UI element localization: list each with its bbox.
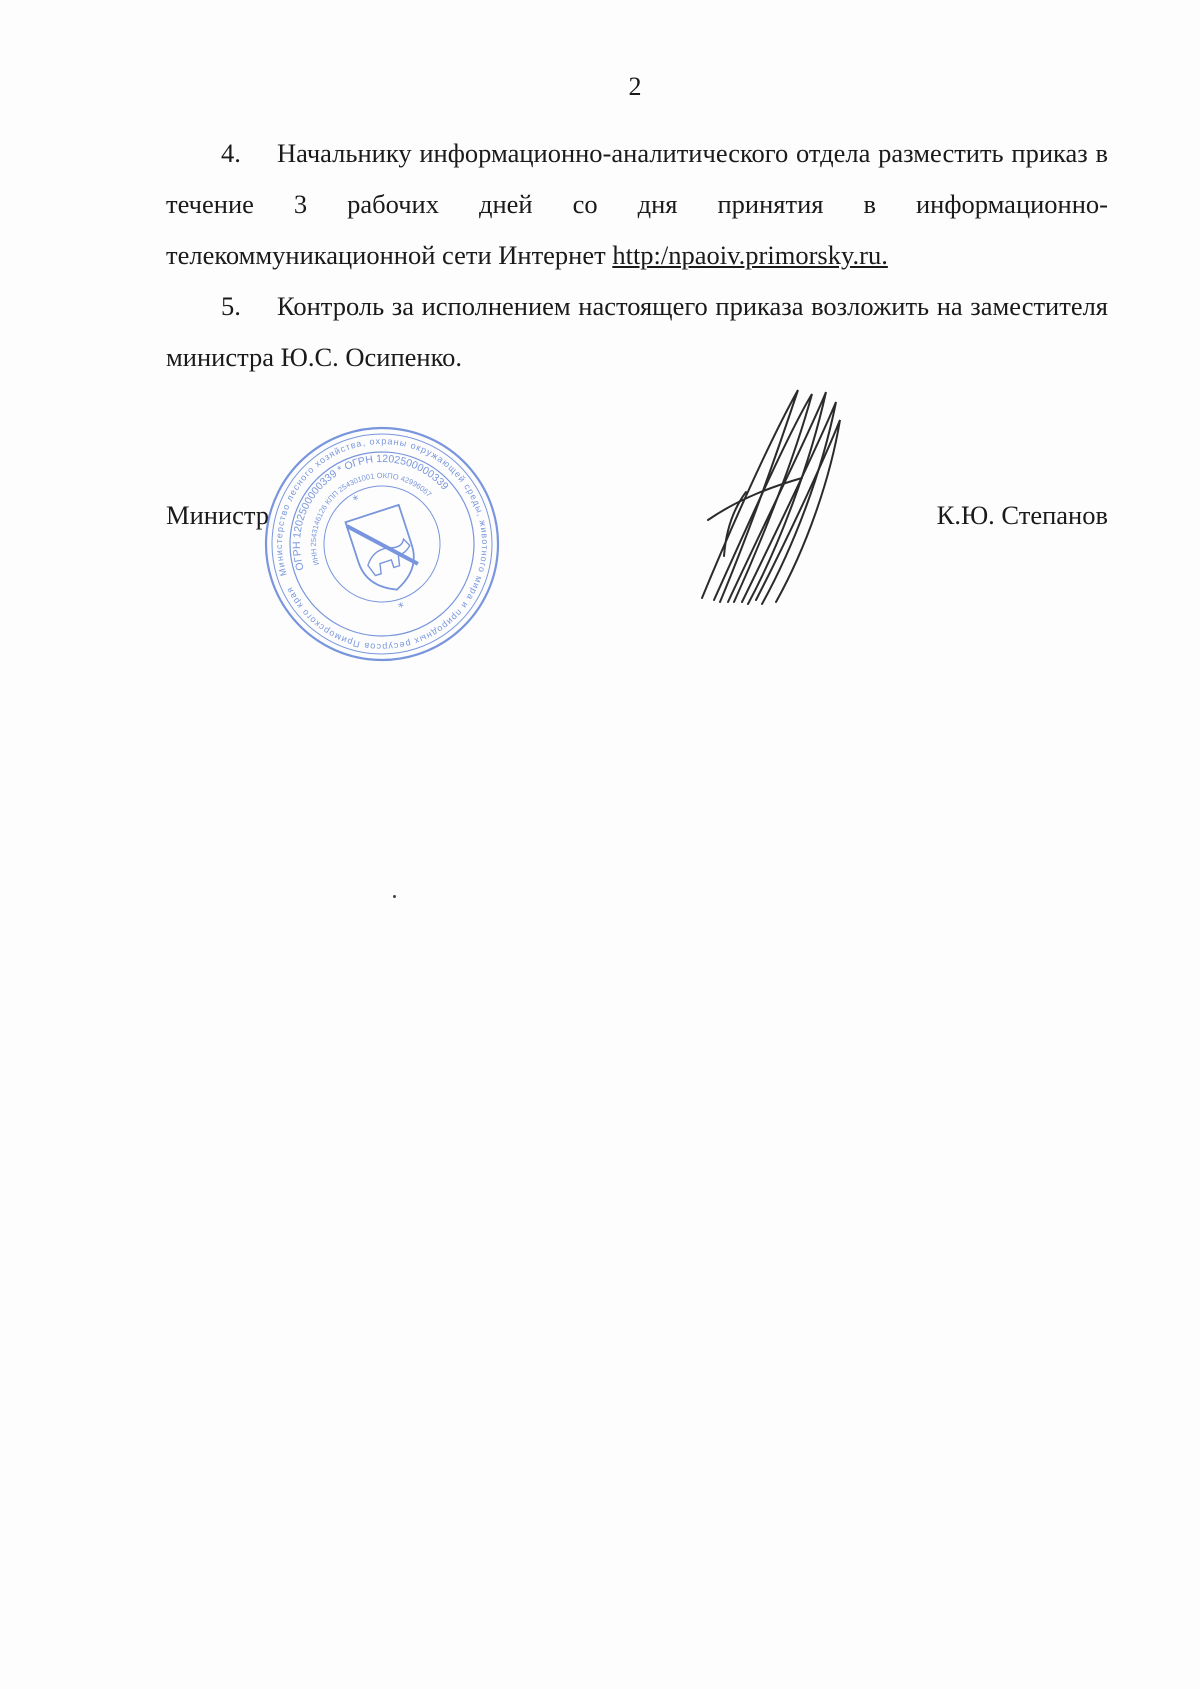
paragraph-text: Контроль за исполнением настоящего приказа возложить на заместителя министра Ю.С. Осипенко.: [166, 291, 1108, 372]
svg-text:Министерство лесного хозяйства: Министерство лесного хозяйства, охраны окружающей среды, животного мира и природных ресурсов Приморского края: [273, 435, 491, 653]
svg-text:ИНН 2543146126 КПП 254301001 О: ИНН 2543146126 КПП 254301001 ОКПО 42996067: [308, 470, 434, 567]
official-seal-stamp: [262, 424, 502, 664]
svg-text:ОГРН 1202500000339 * ОГРН 12: ОГРН 1202500000339 * ОГРН 1202500000339: [290, 452, 451, 572]
website-link[interactable]: http:/npaoiv.primorsky.ru.: [612, 240, 888, 270]
paragraph-number: 4.: [221, 138, 241, 168]
signer-position: Министр: [166, 500, 270, 530]
svg-text:*: *: [396, 599, 407, 615]
handwritten-signature: [690, 380, 890, 610]
document-body: [166, 128, 1108, 383]
scan-speck: [393, 895, 396, 898]
signer-name: К.Ю. Степанов: [936, 500, 1108, 530]
paragraph-text: Начальнику информационно-аналитического отдела разместить приказ в течение 3 рабочих дней со дня принятия в информационно-телекоммуникационной сети Интернет: [166, 138, 1108, 270]
paragraph-number: 5.: [221, 291, 241, 321]
paragraph-5: [166, 281, 1108, 383]
paragraph-4: [166, 128, 1108, 281]
svg-text:*: *: [351, 492, 362, 508]
page-number: 2: [628, 72, 642, 101]
